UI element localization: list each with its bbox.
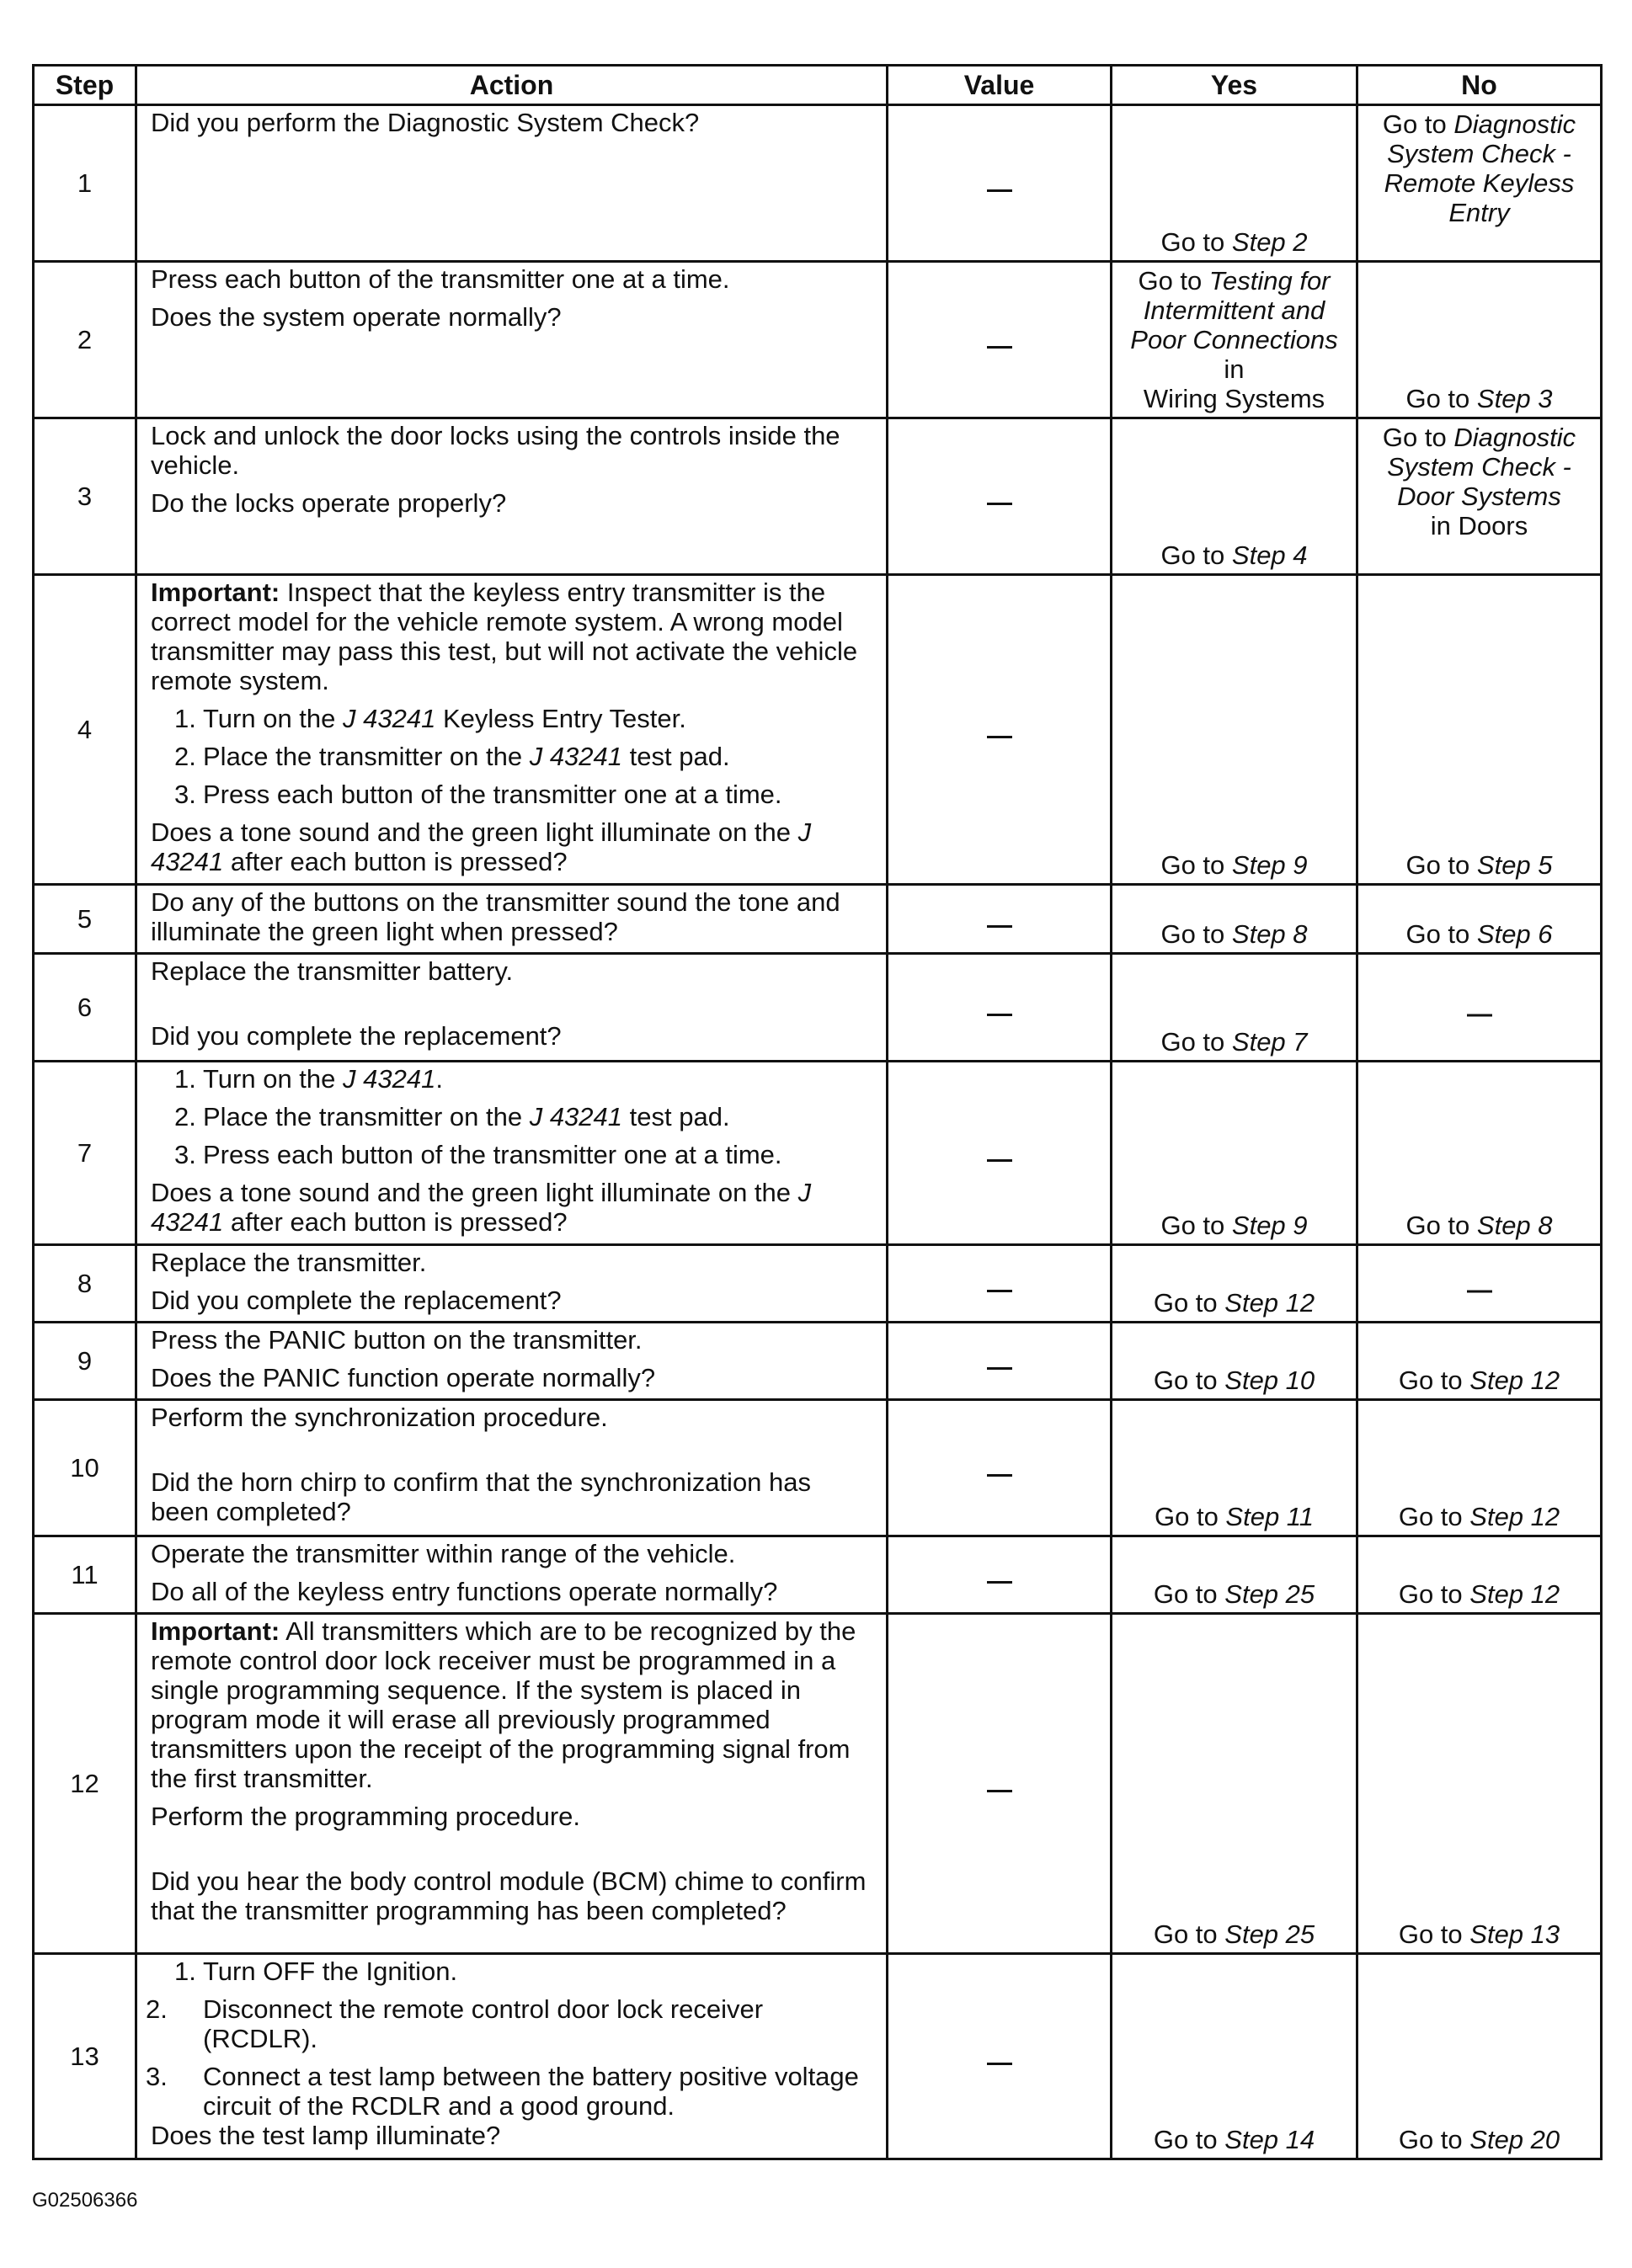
no-link: Step 5 (1476, 850, 1553, 880)
header-yes: Yes (1112, 66, 1357, 105)
no-answer (1358, 419, 1600, 540)
question-text: after each button is pressed? (223, 1207, 568, 1237)
action-text: Did you perform the Diagnostic System Check? (151, 108, 700, 137)
dash-mark (987, 1159, 1012, 1162)
action-cell (136, 262, 888, 418)
no-link: Step 12 (1469, 1366, 1560, 1395)
important-label: Important: (151, 578, 280, 607)
yes-link: Step 8 (1231, 919, 1308, 949)
no-link: Step 12 (1469, 1579, 1560, 1609)
no-answer (1358, 919, 1600, 949)
value-cell (888, 1323, 1112, 1400)
step-number: 12 (34, 1614, 136, 1954)
tool-name: J 43241 (529, 1102, 623, 1131)
step-number: 6 (34, 954, 136, 1062)
no-prefix: Go to (1382, 423, 1454, 452)
yes-link: Testing for Intermittent and Poor Connections (1130, 266, 1338, 354)
question-text: Does a tone sound and the green light illuminate on the (151, 1178, 798, 1207)
no-prefix: Go to (1405, 384, 1477, 413)
no-cell (1357, 1323, 1602, 1400)
action-cell (136, 1062, 888, 1245)
diagnostic-table (32, 64, 1603, 2160)
no-prefix: Go to (1398, 1919, 1470, 1949)
yes-prefix: Go to (1160, 919, 1232, 949)
yes-link: Step 9 (1231, 1211, 1308, 1240)
dash-mark (987, 1581, 1012, 1584)
yes-answer (1112, 1919, 1356, 1949)
list-item (151, 1102, 874, 1131)
no-cell (1357, 1536, 1602, 1614)
list-text: Keyless Entry Tester. (435, 704, 686, 733)
action-text: Perform the synchronization procedure. (151, 1403, 608, 1432)
value-cell (888, 1062, 1112, 1245)
action-text: Perform the programming procedure. (151, 1802, 581, 1831)
action-text: Press the PANIC button on the transmitter. (151, 1325, 643, 1355)
list-item (151, 1064, 874, 1094)
action-question: Does the test lamp illuminate? (151, 2121, 501, 2150)
table-row (34, 885, 1602, 954)
no-link: Step 12 (1469, 1502, 1560, 1531)
action-cell (136, 418, 888, 575)
table-row (34, 1614, 1602, 1954)
step-number: 9 (34, 1323, 136, 1400)
yes-prefix: Go to (1153, 1366, 1225, 1395)
no-cell (1357, 1400, 1602, 1536)
action-question: Do any of the buttons on the transmitter sound the tone and illuminate the green light when pressed? (151, 887, 840, 946)
action-question: Did you complete the replacement? (151, 1021, 562, 1051)
action-question: Did you hear the body control module (BCM) chime to confirm that the transmitter programming has been completed? (151, 1866, 867, 1925)
action-cell (136, 105, 888, 262)
yes-prefix: Go to (1153, 1919, 1225, 1949)
yes-link: Step 25 (1224, 1919, 1315, 1949)
table-row (34, 575, 1602, 885)
list-number: 1. (174, 1957, 196, 1986)
action-question: Does the PANIC function operate normally? (151, 1363, 656, 1392)
dash-mark (987, 1014, 1012, 1016)
yes-prefix: Go to (1160, 540, 1232, 570)
list-number: 2. (174, 1102, 196, 1131)
yes-prefix: Go to (1160, 850, 1232, 880)
list-text: test pad. (622, 742, 730, 771)
tool-name: J 43241 (151, 817, 812, 876)
table-row (34, 954, 1602, 1062)
yes-answer (1112, 540, 1356, 570)
no-prefix: Go to (1398, 1502, 1470, 1531)
yes-prefix: Go to (1153, 1579, 1225, 1609)
no-prefix: Go to (1405, 850, 1477, 880)
yes-cell (1112, 1062, 1357, 1245)
value-cell (888, 575, 1112, 885)
no-prefix: Go to (1405, 919, 1477, 949)
value-cell (888, 1954, 1112, 2159)
yes-link: Step 14 (1224, 2125, 1315, 2154)
step-number: 5 (34, 885, 136, 954)
action-cell (136, 954, 888, 1062)
dash-mark (987, 1290, 1012, 1292)
yes-answer (1112, 1579, 1356, 1609)
no-link: Step 13 (1469, 1919, 1560, 1949)
no-link: Step 3 (1476, 384, 1553, 413)
important-note (151, 578, 874, 695)
no-link: Diagnostic System Check - Door Systems (1387, 423, 1576, 511)
action-cell (136, 1614, 888, 1954)
yes-answer (1112, 263, 1356, 413)
yes-answer (1112, 1502, 1356, 1531)
no-cell (1357, 262, 1602, 418)
action-question: Does the system operate normally? (151, 302, 562, 332)
action-cell (136, 1536, 888, 1614)
yes-answer (1112, 850, 1356, 880)
list-item (151, 1140, 874, 1169)
yes-prefix: Go to (1154, 1502, 1226, 1531)
tool-name: J 43241 (343, 704, 436, 733)
no-prefix: Go to (1382, 109, 1454, 139)
yes-cell (1112, 954, 1357, 1062)
action-question (151, 1178, 874, 1237)
header-no: No (1357, 66, 1602, 105)
dash-mark (987, 1367, 1012, 1370)
no-cell (1357, 418, 1602, 575)
action-cell (136, 1400, 888, 1536)
yes-prefix: Go to (1160, 227, 1232, 257)
list-text: Connect a test lamp between the battery positive voltage circuit of the RCDLR and a good ground. (203, 2062, 859, 2121)
header-action: Action (136, 66, 888, 105)
no-cell (1357, 575, 1602, 885)
table-row (34, 1245, 1602, 1323)
step-number: 2 (34, 262, 136, 418)
step-number: 7 (34, 1062, 136, 1245)
table-row (34, 1536, 1602, 1614)
dash-mark (987, 925, 1012, 928)
list-text: Place the transmitter on the (203, 1102, 530, 1131)
yes-cell (1112, 1400, 1357, 1536)
table-header-row (34, 66, 1602, 105)
list-text: Turn OFF the Ignition. (203, 1957, 458, 1986)
no-answer (1358, 1269, 1600, 1298)
yes-cell (1112, 1614, 1357, 1954)
action-cell (136, 575, 888, 885)
important-note (151, 1616, 874, 1793)
yes-cell (1112, 885, 1357, 954)
yes-answer (1112, 1366, 1356, 1395)
list-text: Disconnect the remote control door lock receiver (RCDLR). (203, 1994, 764, 2053)
yes-answer (1112, 2125, 1356, 2154)
value-cell (888, 262, 1112, 418)
important-label: Important: (151, 1616, 280, 1646)
table-row (34, 1062, 1602, 1245)
value-cell (888, 418, 1112, 575)
no-answer (1358, 2125, 1600, 2154)
no-cell (1357, 1062, 1602, 1245)
yes-answer (1112, 1211, 1356, 1240)
value-cell (888, 1614, 1112, 1954)
value-cell (888, 105, 1112, 262)
action-question: Did the horn chirp to confirm that the synchronization has been completed? (151, 1467, 812, 1526)
dash-mark (1467, 1014, 1492, 1016)
no-answer (1358, 1366, 1600, 1395)
dash-mark (987, 503, 1012, 505)
action-text: Replace the transmitter. (151, 1248, 427, 1277)
list-item (151, 780, 874, 809)
no-cell (1357, 954, 1602, 1062)
yes-link: Step 2 (1231, 227, 1308, 257)
yes-link: Step 10 (1224, 1366, 1315, 1395)
list-number: 1. (174, 1064, 196, 1094)
value-cell (888, 1245, 1112, 1323)
tool-name: J 43241 (529, 742, 623, 771)
list-text: . (435, 1064, 443, 1094)
dash-mark (987, 736, 1012, 738)
no-answer (1358, 384, 1600, 413)
action-cell (136, 885, 888, 954)
step-number: 1 (34, 105, 136, 262)
yes-suffix: in (1224, 354, 1245, 384)
action-text: Lock and unlock the door locks using the controls inside the vehicle. (151, 421, 840, 480)
no-cell (1357, 1954, 1602, 2159)
no-answer (1358, 106, 1600, 227)
tool-name: J 43241 (151, 1178, 812, 1237)
no-link: Diagnostic System Check - Remote Keyless Entry (1384, 109, 1576, 227)
step-number: 3 (34, 418, 136, 575)
yes-answer (1112, 919, 1356, 949)
header-step: Step (34, 66, 136, 105)
yes-prefix: Go to (1153, 2125, 1225, 2154)
dash-mark (987, 346, 1012, 349)
yes-prefix: Go to (1138, 266, 1209, 295)
no-prefix: Go to (1398, 1366, 1470, 1395)
dash-mark (987, 2063, 1012, 2065)
value-cell (888, 1536, 1112, 1614)
step-number: 10 (34, 1400, 136, 1536)
action-question: Do all of the keyless entry functions operate normally? (151, 1577, 778, 1606)
no-cell (1357, 1245, 1602, 1323)
question-text: after each button is pressed? (223, 847, 568, 876)
yes-prefix: Go to (1160, 1027, 1232, 1057)
list-number: 3. (146, 2062, 168, 2091)
important-text: Inspect that the keyless entry transmitter is the correct model for the vehicle remote system. A wrong model transmitter may pass this test, but will not activate the vehicle remote system. (151, 578, 858, 695)
dash-mark (987, 1474, 1012, 1477)
yes-link: Step 9 (1231, 850, 1308, 880)
action-text: Operate the transmitter within range of the vehicle. (151, 1539, 736, 1568)
list-item (151, 1957, 874, 1986)
yes-cell (1112, 1954, 1357, 2159)
table-row (34, 262, 1602, 418)
yes-link: Step 4 (1231, 540, 1308, 570)
yes-link: Step 12 (1224, 1288, 1315, 1318)
yes-prefix: Go to (1160, 1211, 1232, 1240)
no-answer (1358, 850, 1600, 880)
no-prefix: Go to (1398, 1579, 1470, 1609)
no-link: Step 6 (1476, 919, 1553, 949)
step-number: 13 (34, 1954, 136, 2159)
no-link: Step 20 (1469, 2125, 1560, 2154)
figure-id: G02506366 (32, 2189, 138, 2212)
no-answer (1358, 1502, 1600, 1531)
action-question: Did you complete the replacement? (151, 1286, 562, 1315)
list-number: 2. (174, 742, 196, 771)
yes-cell (1112, 575, 1357, 885)
table-row (34, 1323, 1602, 1400)
no-answer (1358, 993, 1600, 1022)
list-text: Turn on the (203, 1064, 344, 1094)
dash-mark (987, 189, 1012, 192)
list-item (151, 704, 874, 733)
step-number: 8 (34, 1245, 136, 1323)
value-cell (888, 885, 1112, 954)
table-row (34, 105, 1602, 262)
action-cell (136, 1245, 888, 1323)
yes-cell (1112, 418, 1357, 575)
action-question (151, 817, 874, 876)
yes-section: Wiring Systems (1143, 384, 1325, 413)
list-item (146, 2062, 874, 2121)
tool-name: J 43241 (343, 1064, 436, 1094)
step-number: 11 (34, 1536, 136, 1614)
action-question: Do the locks operate properly? (151, 488, 507, 518)
important-text: All transmitters which are to be recognized by the remote control door lock receiver must be programmed in a single programming sequence. If the system is placed in program mode it will erase all previously programmed transmitters upon the receipt of the programming signal from the first transmitter. (151, 1616, 856, 1793)
list-text: Press each button of the transmitter one at a time. (203, 1140, 782, 1169)
no-section: in Doors (1430, 511, 1528, 540)
action-text: Replace the transmitter battery. (151, 956, 514, 986)
dash-mark (987, 1790, 1012, 1792)
list-text: test pad. (622, 1102, 730, 1131)
yes-cell (1112, 105, 1357, 262)
action-cell (136, 1323, 888, 1400)
table-row (34, 418, 1602, 575)
action-text: Press each button of the transmitter one at a time. (151, 264, 730, 294)
list-item (151, 742, 874, 771)
value-cell (888, 954, 1112, 1062)
question-text: Does a tone sound and the green light illuminate on the (151, 817, 798, 847)
action-cell (136, 1954, 888, 2159)
yes-cell (1112, 1245, 1357, 1323)
yes-prefix: Go to (1153, 1288, 1225, 1318)
list-number: 3. (174, 1140, 196, 1169)
yes-link: Step 11 (1225, 1502, 1314, 1531)
table-row (34, 1954, 1602, 2159)
yes-cell (1112, 1323, 1357, 1400)
list-text: Press each button of the transmitter one at a time. (203, 780, 782, 809)
no-cell (1357, 885, 1602, 954)
yes-link: Step 7 (1231, 1027, 1308, 1057)
yes-answer (1112, 227, 1356, 257)
value-cell (888, 1400, 1112, 1536)
no-answer (1358, 1211, 1600, 1240)
table-row (34, 1400, 1602, 1536)
yes-answer (1112, 1027, 1356, 1057)
header-value: Value (888, 66, 1112, 105)
step-number: 4 (34, 575, 136, 885)
list-text: Place the transmitter on the (203, 742, 530, 771)
list-item (146, 1994, 874, 2053)
no-link: Step 8 (1476, 1211, 1553, 1240)
no-cell (1357, 105, 1602, 262)
yes-cell (1112, 1536, 1357, 1614)
no-prefix: Go to (1405, 1211, 1477, 1240)
list-number: 3. (174, 780, 196, 809)
list-number: 1. (174, 704, 196, 733)
list-text: Turn on the (203, 704, 344, 733)
yes-cell (1112, 262, 1357, 418)
dash-mark (1467, 1290, 1492, 1292)
no-prefix: Go to (1398, 2125, 1470, 2154)
yes-link: Step 25 (1224, 1579, 1315, 1609)
no-cell (1357, 1614, 1602, 1954)
yes-answer (1112, 1288, 1356, 1318)
no-answer (1358, 1579, 1600, 1609)
list-number: 2. (146, 1994, 168, 2024)
no-answer (1358, 1919, 1600, 1949)
